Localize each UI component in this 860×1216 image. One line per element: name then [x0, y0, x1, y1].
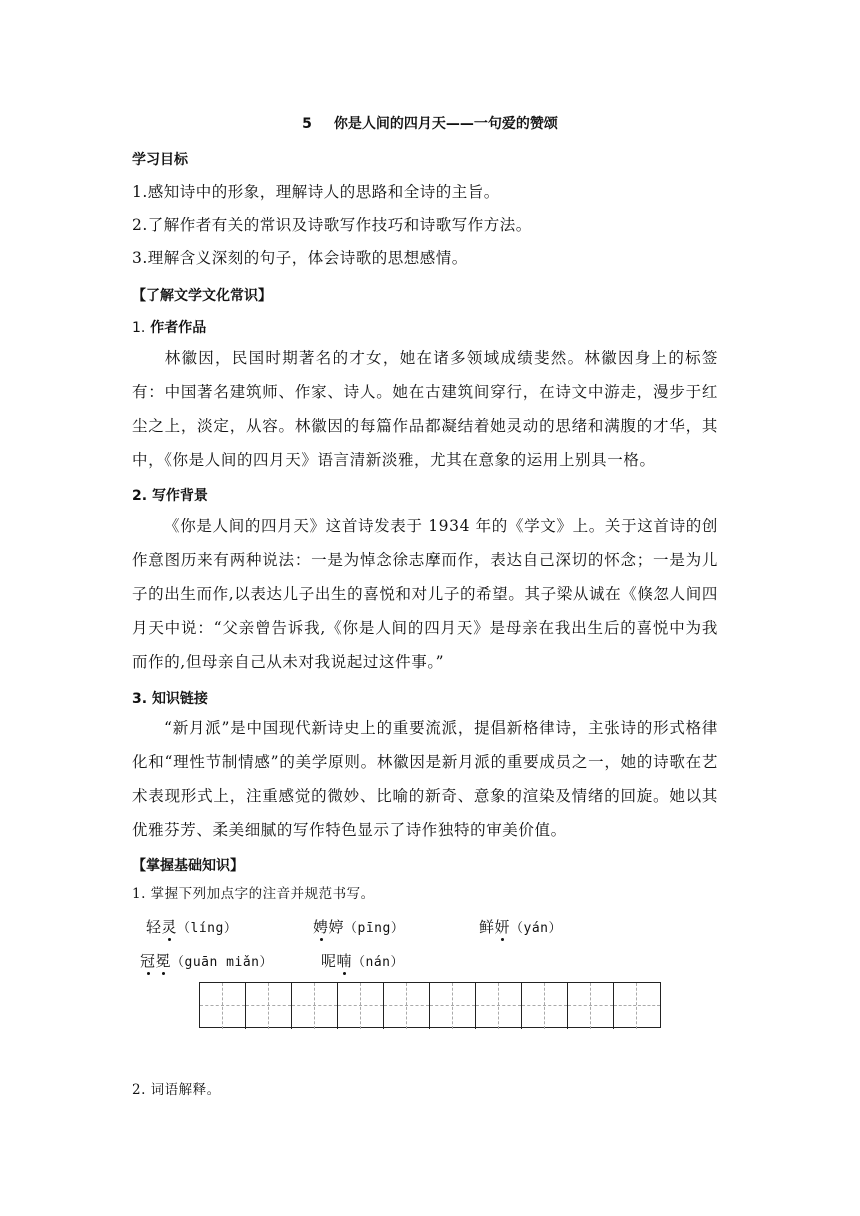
- subsection-heading-author: [132, 317, 206, 337]
- question-2: 2. 词语解释。: [132, 1082, 221, 1098]
- dotted-char: 灵: [161, 918, 178, 936]
- objective-item: 3.理解含义深刻的句子，体会诗歌的思想感情。: [132, 249, 468, 267]
- subsection-number: 3.: [132, 691, 148, 707]
- objective-item: 2.了解作者有关的常识及诗歌写作技巧和诗歌写作方法。: [132, 216, 532, 234]
- writing-cell[interactable]: [246, 983, 292, 1029]
- pinyin-item: 冠冕（guān miǎn）: [140, 952, 273, 970]
- pinyin-item: 娉婷（pīng）: [313, 918, 405, 936]
- subsection-heading-background: [132, 485, 208, 505]
- dotted-char: 冠: [140, 952, 156, 970]
- author-paragraph: [132, 341, 718, 477]
- author-text: 林徽因，民国时期著名的才女，她在诸多领域成绩斐然。林徽因身上的标签有：中国著名建筑师、作家、诗人。她在古建筑间穿行，在诗文中游走，漫步于红尘之上，淡定，从容。林徽因的每篇作品都凝结着她灵动的思绪和满腹的才华，其中，《你是人间的四月天》语言清新淡雅，尤其在意象的运用上别具一格。: [132, 349, 718, 469]
- writing-cell[interactable]: [292, 983, 338, 1029]
- lesson-title-text: 你是人间的四月天——一句爱的赞颂: [333, 116, 558, 132]
- writing-cell[interactable]: [384, 983, 430, 1029]
- background-paragraph: [132, 509, 718, 679]
- writing-grid[interactable]: [199, 982, 661, 1028]
- lesson-number: 5: [302, 116, 312, 132]
- subsection-title: 写作背景: [151, 488, 208, 504]
- dotted-char: 冕: [155, 952, 172, 970]
- writing-cell[interactable]: [338, 983, 384, 1029]
- writing-cell[interactable]: [522, 983, 568, 1029]
- pinyin-item: 鲜妍（yán）: [479, 918, 563, 936]
- lesson-title: [0, 113, 860, 133]
- writing-cell[interactable]: [614, 983, 660, 1029]
- subsection-number: 2.: [132, 488, 148, 504]
- knowledge-text: “新月派”是中国现代新诗史上的重要流派，提倡新格律诗，主张诗的形式格律化和“理性节制情感”的美学原则。林徽因是新月派的重要成员之一，她的诗歌在艺术表现形式上，注重感觉的微妙、比喻的新奇、意象的渲染及情绪的回旋。她以其优雅芬芳、柔美细腻的写作特色显示了诗作独特的审美价值。: [132, 719, 718, 839]
- subsection-title: 知识链接: [151, 691, 208, 707]
- writing-cell[interactable]: [200, 983, 246, 1029]
- dotted-char: 妍: [494, 918, 511, 936]
- subsection-title: 作者作品: [150, 320, 207, 336]
- pinyin-item: 呢喃（nán）: [321, 952, 405, 970]
- subsection-number: 1.: [132, 320, 146, 336]
- section-heading-basics: 【掌握基础知识】: [132, 858, 244, 874]
- writing-cell[interactable]: [430, 983, 476, 1029]
- writing-cell[interactable]: [476, 983, 522, 1029]
- section-heading-literature: 【了解文学文化常识】: [132, 288, 272, 304]
- objectives-heading: 学习目标: [132, 152, 188, 168]
- question-1: 1. 掌握下列加点字的注音并规范书写。: [132, 886, 375, 902]
- subsection-heading-knowledge: [132, 688, 208, 708]
- dotted-char: 喃: [336, 952, 353, 970]
- dotted-char: 娉: [313, 918, 329, 936]
- knowledge-paragraph: [132, 711, 718, 847]
- background-text: 《你是人间的四月天》这首诗发表于 1934 年的《学文》上。关于这首诗的创作意图历来有两种说法：一是为悼念徐志摩而作，表达自己深切的怀念；一是为儿子的出生而作,以表达儿子出生的喜悦和对儿子的希望。其子梁从诚在《倏忽人间四月天中说：“父亲曾告诉我,《你是人间的四月天》是母亲在我出生后的喜悦中为我而作的,但母亲自己从未对我说起过这件事。”: [132, 517, 718, 671]
- writing-cell[interactable]: [568, 983, 614, 1029]
- objective-item: 1.感知诗中的形象，理解诗人的思路和全诗的主旨。: [132, 183, 500, 201]
- pinyin-item: 轻灵（líng）: [146, 918, 238, 936]
